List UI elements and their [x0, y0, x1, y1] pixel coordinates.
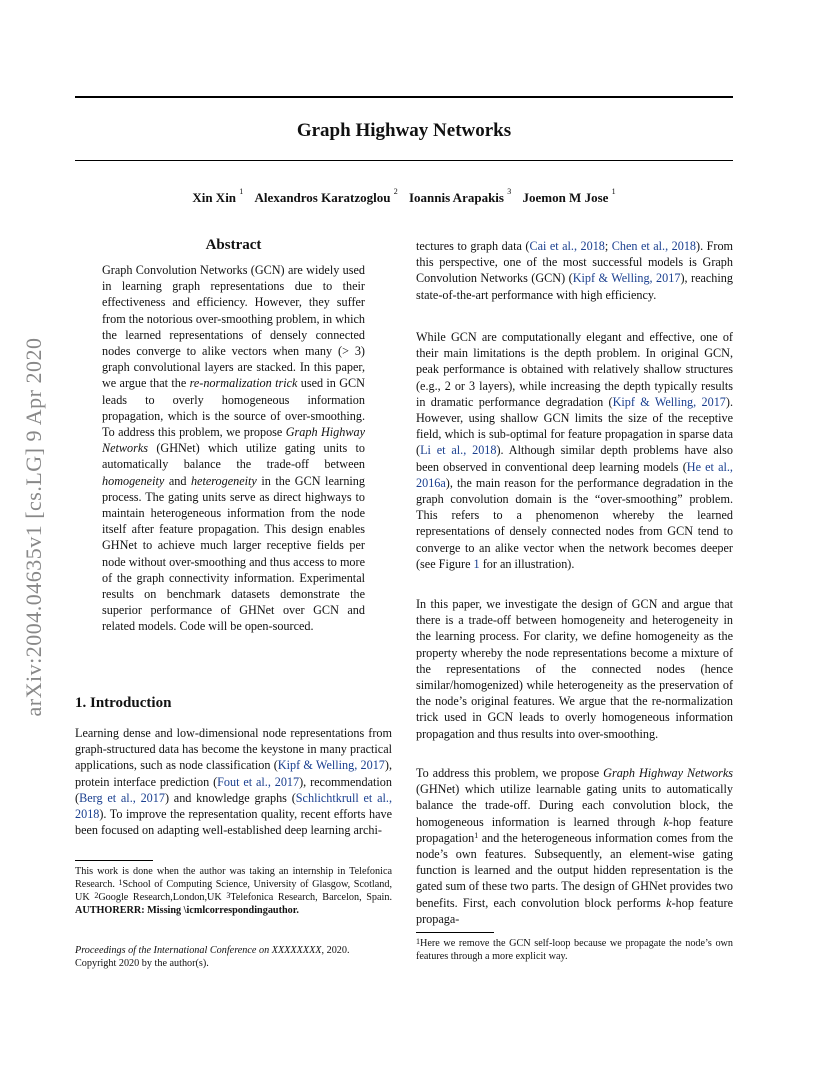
superscript-marker: 1: [474, 830, 479, 840]
author-2: Alexandros Karatzoglou $^2$: [254, 187, 398, 205]
citation-link[interactable]: Chen et al., 2018: [611, 239, 697, 253]
arxiv-stamp: arXiv:2004.04635v1 [cs.LG] 9 Apr 2020: [21, 337, 46, 717]
emphasis-text: Graph Highway Networks: [603, 766, 733, 780]
emphasis-text: AUTHORERR: Missing \icmlcorrespondingauthor.: [75, 905, 299, 916]
title-top-rule: [75, 96, 733, 98]
superscript-marker: 1: [416, 937, 420, 946]
author-list: [75, 187, 733, 206]
self-loop-footnote: $^1$Here we remove the GCN self-loop because we propagate the node’s own features through a more explicit way.: [416, 937, 733, 962]
emphasis-text: homogeneity: [102, 473, 165, 488]
citation-link[interactable]: Fout et al., 2017: [217, 774, 300, 789]
superscript-marker: 1: [118, 878, 123, 887]
citation-link[interactable]: Cai et al., 2018: [529, 239, 605, 253]
emphasis-text: k: [666, 895, 672, 910]
author-1: Xin Xin $^1$: [192, 187, 244, 205]
emphasis-text: Proceedings of the International Conference on XXXXXXXX: [75, 945, 322, 956]
citation-link[interactable]: Li et al., 2018: [420, 443, 497, 458]
introduction-paragraph: Learning dense and low-dimensional node representations from graph-structured data has become the keystone in many practical applications, such as node classification (Kipf & Welling, 2017), protein interface prediction (Fout et al., 2017), recommendation (Berg et al., 2017) and knowledge graphs (Schlichtkrull et al., 2018). To improve the representation quality, recent efforts have been focused on adapting well-established deep learning archi-: [75, 726, 392, 838]
right-paragraph-2: While GCN are computationally elegant and effective, one of their main limitations is the depth problem. In original GCN, peak performance is obtained with relatively shallow structures (e.g., 2 or 3 layers), while increasing the depth typically results in dramatic performance degradation (Kipf & Welling, 2017). However, using shallow GCN limits the size of the receptive field, which is sub-optimal for feature propagation in sparse data (Li et al., 2018). Although similar depth problems have also been observed in conventional deep learning models (He et al., 2016a), the main reason for the performance degradation in the graph convolution domain is the “over-smoothing” problem. This refers to a phenomenon whereby the learned representations of densely connected nodes from GCN tend to converge to an alike vector when the network becomes deeper (see Figure 1 for an illustration).: [416, 330, 733, 571]
abstract-heading: Abstract: [205, 237, 262, 253]
emphasis-text: Graph Highway Networks: [102, 425, 365, 456]
emphasis-text: re-normalization trick: [189, 376, 298, 391]
abstract-body: Graph Convolution Networks (GCN) are widely used in learning graph representations due to their effectiveness and efficiency. However, they suffer from the notorious over-smoothing problem, in which the learned representations of densely connected nodes converge to alike vectors when many (> 3) graph convolutional layers are stacked. In this paper, we argue that the re-normalization trick used in GCN leads to overly homogeneous information propagation, which is the source of over-smoothing. To address this problem, we propose Graph Highway Networks (GHNet) which utilize gating units to automatically balance the trade-off between homogeneity and heterogeneity in the GCN learning process. The gating units serve as direct highways to maintain heterogeneous information from the node itself after feature propagation. This design enables GHNet to achieve much larger receptive fields per node without over-smoothing and thus access to more of the graph connectivity information. Experimental results on benchmark datasets demonstrate the superior performance of GHNet over GCN and related models. Code will be open-sourced.: [102, 263, 365, 634]
footnote-rule-left: [75, 860, 153, 861]
footnote-rule-right: [416, 932, 494, 933]
superscript-marker: 3: [226, 891, 231, 900]
citation-link[interactable]: Kipf & Welling, 2017: [572, 271, 681, 286]
title-bottom-rule: [75, 160, 733, 161]
right-paragraph-1: tectures to graph data (Cai et al., 2018; Chen et al., 2018). From this perspective, one of the most successful models is Graph Convolution Networks (GCN) (Kipf & Welling, 2017), reaching state-of-the-art performance with high efficiency.: [416, 239, 734, 302]
emphasis-text: heterogeneity: [190, 473, 257, 488]
author-4: Joemon M Jose $^1$: [522, 187, 616, 205]
right-paragraph-3: In this paper, we investigate the design of GCN and argue that there is a trade-off between homogeneity and heterogeneity in the learning process. For clarity, we define homogeneity as the property whereby the node representations become a mixture of the representations of the connected nodes (hence similar/homogenized) while heterogeneity as the preservation of the node’s original features. We argue that the re-normalization trick used in GCN leads to overly homogeneous information propagation and thus results into over-smoothing.: [416, 597, 733, 741]
right-paragraph-4: To address this problem, we propose Graph Highway Networks (GHNet) which utilize learnable gating units to automatically balance the trade-off. During each convolution block, the homogeneous information is learned through k-hop feature propagation$^1$ and the heterogeneous information comes from the node’s own features. Subsequently, an element-wise gating function is learned and the output hidden representation is the gated sum of these two parts. The design of GHNet provides two benefits. First, each convolution block performs k-hop feature propaga-: [416, 766, 734, 926]
citation-link[interactable]: 1: [473, 556, 480, 571]
citation-link[interactable]: Schlichtkrull et al., 2018: [75, 790, 392, 822]
citation-link[interactable]: Kipf & Welling, 2017: [612, 394, 726, 409]
introduction-heading: 1. Introduction: [75, 695, 172, 711]
emphasis-text: k: [663, 814, 669, 829]
citation-link[interactable]: Kipf & Welling, 2017: [277, 758, 385, 773]
paper-title: Graph Highway Networks: [296, 120, 512, 141]
author-3: Ioannis Arapakis $^3$: [408, 187, 512, 205]
superscript-marker: 2: [94, 891, 99, 900]
citation-link[interactable]: Berg et al., 2017: [79, 790, 165, 805]
affiliation-footnote: This work is done when the author was taking an internship in Telefonica Research. $^1$School of Computing Science, University of Glasgow, Scotland, UK $^2$Google Research,London,UK $^3$Telefonica Research, Barcelon, Spain. AUTHORERR: Missing \icmlcorrespondingauthor.: [75, 866, 392, 916]
citation-link[interactable]: He et al., 2016a: [416, 459, 733, 490]
proceedings-note: Proceedings of the International Conference on XXXXXXXX, 2020. Copyright 2020 by the author(s).: [75, 945, 350, 969]
